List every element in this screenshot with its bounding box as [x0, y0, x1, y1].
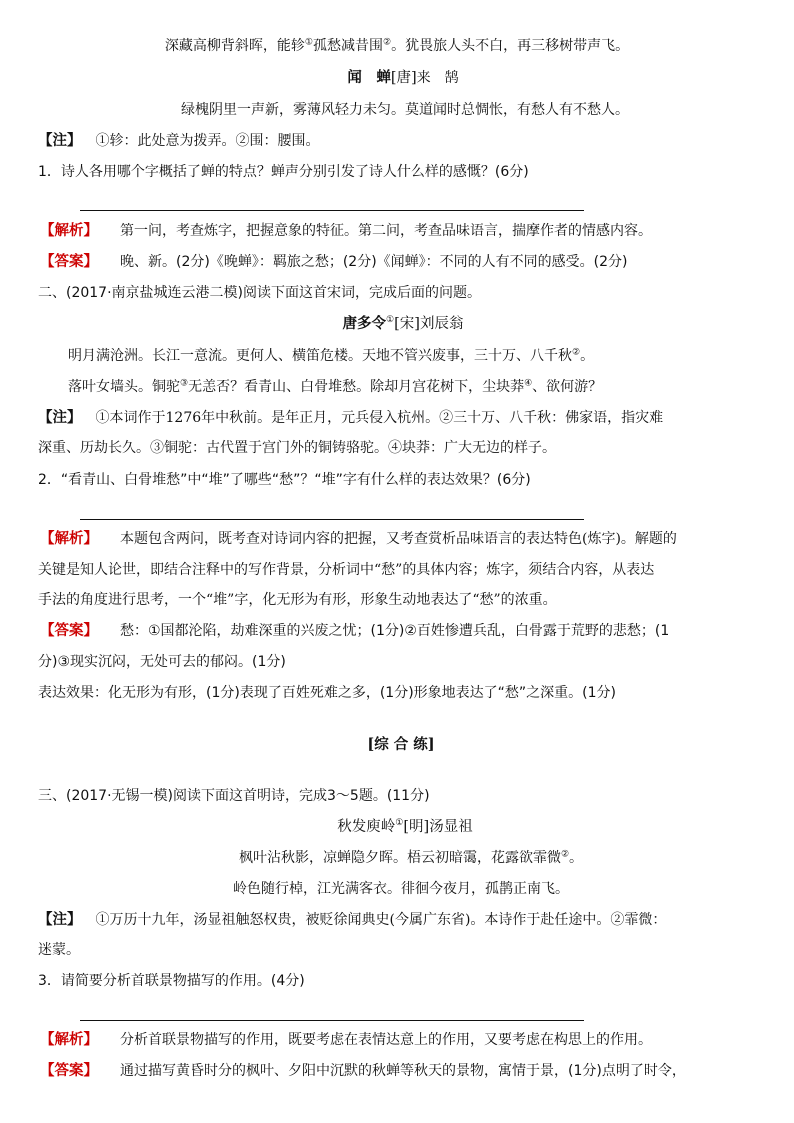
- footnote-mark: ②: [572, 347, 581, 358]
- poem4-text: 枫叶沾秋影，凉蝉隐夕晖。梧云初暗霭，花露欲霏微: [238, 850, 561, 866]
- footnote-mark: ④: [524, 378, 533, 389]
- question-1: 1．诗人各用哪个字概括了蝉的特点？蝉声分别引发了诗人什么样的感慨？(6分): [38, 164, 529, 180]
- answer-label: 【答案】: [40, 253, 98, 270]
- poem1-text-a: 深藏高柳背斜晖，能轸: [164, 38, 305, 54]
- footnote-mark: ①: [304, 37, 313, 48]
- answer-blank-line: [80, 210, 584, 211]
- answer-label: 【答案】: [40, 622, 98, 639]
- footnote-mark: ②: [560, 849, 570, 860]
- analysis-label: 【解析】: [40, 222, 98, 239]
- question-3: 3．请简要分析首联景物描写的作用。(4分): [38, 973, 305, 989]
- q3-analysis: [40, 1030, 652, 1050]
- section2-heading: 二、(2017·南京盐城连云港二模)阅读下面这首宋词，完成后面的问题。: [38, 285, 482, 301]
- analysis-text: 分析首联景物描写的作用，既要考虑在表情达意上的作用，又要考虑在构思上的作用。: [120, 1032, 652, 1048]
- poem2-title-line: [6, 68, 794, 88]
- poem3-text: 落叶女墙头。铜驼: [68, 379, 180, 395]
- footnote-mark: ①: [395, 818, 404, 829]
- answer-text-l3: 表达效果：化无形为有形，(1分)表现了百姓死难之多，(1分)形象地表达了“愁”之深重。(1分): [38, 685, 616, 701]
- poem1-text-b: 孤愁减昔围: [313, 38, 383, 54]
- poem3-line2: [68, 377, 602, 397]
- footnote-mark: ②: [383, 37, 392, 48]
- q1-answer: [40, 252, 628, 272]
- poem3-title: 唐多令: [342, 315, 387, 332]
- poem1-line: [0, 36, 794, 56]
- poem4-author: [明]汤显祖: [403, 819, 473, 835]
- poem3-text: 明月满沧洲。长江一意流。更何人、横笛危楼。天地不管兴废事，三十万、八千秋: [68, 348, 572, 364]
- poem2-line: 绿槐阴里一声新，雾薄风轻力未匀。莫道闻时总惆怅，有愁人有不愁人。: [181, 102, 629, 118]
- answer-text: 通过描写黄昏时分的枫叶、夕阳中沉默的秋蝉等秋天的景物，寓情于景，(1分)点明了时令，: [120, 1063, 686, 1079]
- poem3-title-line: [6, 314, 794, 334]
- answer-label: 【答案】: [40, 1062, 98, 1079]
- analysis-text: 第一问，考查炼字，把握意象的特征。第二问，考查品味语言，揣摩作者的情感内容。: [120, 223, 652, 239]
- answer-blank-line: [80, 519, 584, 520]
- section3-heading: 三、(2017·无锡一模)阅读下面这首明诗，完成3～5题。(11分): [38, 788, 430, 804]
- footnote-mark: ①: [386, 315, 395, 326]
- poem3-text: 无恙否？看青山、白骨堆愁。除却月宫花树下，尘块莽: [188, 379, 525, 395]
- analysis-text-l2: 关键是知人论世，即结合注释中的写作背景，分析词中“愁”的具体内容；炼字，须结合内容，从表达: [38, 562, 655, 578]
- analysis-text-l1: 本题包含两问，既考查对诗词内容的把握，又考查赏析品味语言的表达特色(炼字)。解题的: [120, 531, 677, 547]
- poem3-author: [宋]刘辰翁: [394, 316, 464, 332]
- note1-label: 【注】: [38, 132, 82, 149]
- note2-text-l1: ①本词作于1276年中秋前。是年正月，元兵侵入杭州。②三十万、八千秋：佛家语，指灾难: [95, 410, 664, 426]
- answer-text-l2: 分)③现实沉闷，无处可去的郁闷。(1分): [38, 654, 286, 670]
- poem3-text: 。: [580, 348, 595, 364]
- note3-text-l2: 迷蒙。: [38, 942, 80, 958]
- note2: [38, 408, 663, 428]
- answer-blank-line: [80, 1020, 584, 1021]
- poem1-text-c: 。犹畏旅人头不白，再三移树带声飞。: [391, 38, 630, 54]
- q1-analysis: [40, 221, 652, 241]
- answer-text-l1: 愁：①国都沦陷，劫难深重的兴废之忧；(1分)②百姓惨遭兵乱，白骨露于荒野的悲愁；(1: [120, 623, 670, 639]
- q2-analysis: [40, 529, 677, 549]
- poem3-line1: [68, 346, 594, 366]
- poem4-line1: [14, 848, 794, 868]
- poem3-text: 、欲何游？: [532, 379, 603, 395]
- poem4-title-line: [8, 817, 794, 837]
- poem4-line2: 岭色随行棹，江光满客衣。徘徊今夜月，孤鹊正南飞。: [233, 881, 569, 897]
- analysis-text-l3: 手法的角度进行思考，一个“堆”字，化无形为有形，形象生动地表达了“愁”的浓重。: [38, 592, 557, 608]
- note1: [38, 131, 320, 151]
- note1-text: ①轸：此处意为拨弄。②围：腰围。: [95, 133, 320, 149]
- footnote-mark: ③: [180, 378, 189, 389]
- poem2-title: 闻 蝉: [347, 69, 391, 86]
- analysis-label: 【解析】: [40, 1031, 98, 1048]
- analysis-label: 【解析】: [40, 530, 98, 547]
- note3: [38, 910, 666, 930]
- poem2-author: 来 鹄: [416, 70, 459, 86]
- note3-label: 【注】: [38, 911, 82, 928]
- poem4-title: 秋发庾岭: [337, 819, 396, 835]
- note2-text-l2: 深重、历劫长久。③铜驼：古代置于宫门外的铜铸骆驼。④块莽：广大无边的样子。: [38, 440, 556, 456]
- poem2-dynasty: [唐]: [390, 70, 417, 86]
- question-2: 2．“看青山、白骨堆愁”中“堆”了哪些“愁”？“堆”字有什么样的表达效果？(6分): [38, 472, 531, 488]
- note3-text-l1: ①万历十九年，汤显祖触怒权贵，被贬徐闻典史(今属广东省)。本诗作于赴任途中。②霏微：: [95, 912, 667, 928]
- note2-label: 【注】: [38, 409, 82, 426]
- answer-text: 晚、新。(2分)《晚蝉》：羁旅之愁；(2分)《闻蝉》：不同的人有不同的感受。(2分): [120, 254, 628, 270]
- q3-answer: [40, 1061, 686, 1081]
- section-title: [综 合 练]: [367, 736, 435, 753]
- poem4-text: 。: [569, 850, 584, 866]
- q2-answer: [40, 621, 669, 641]
